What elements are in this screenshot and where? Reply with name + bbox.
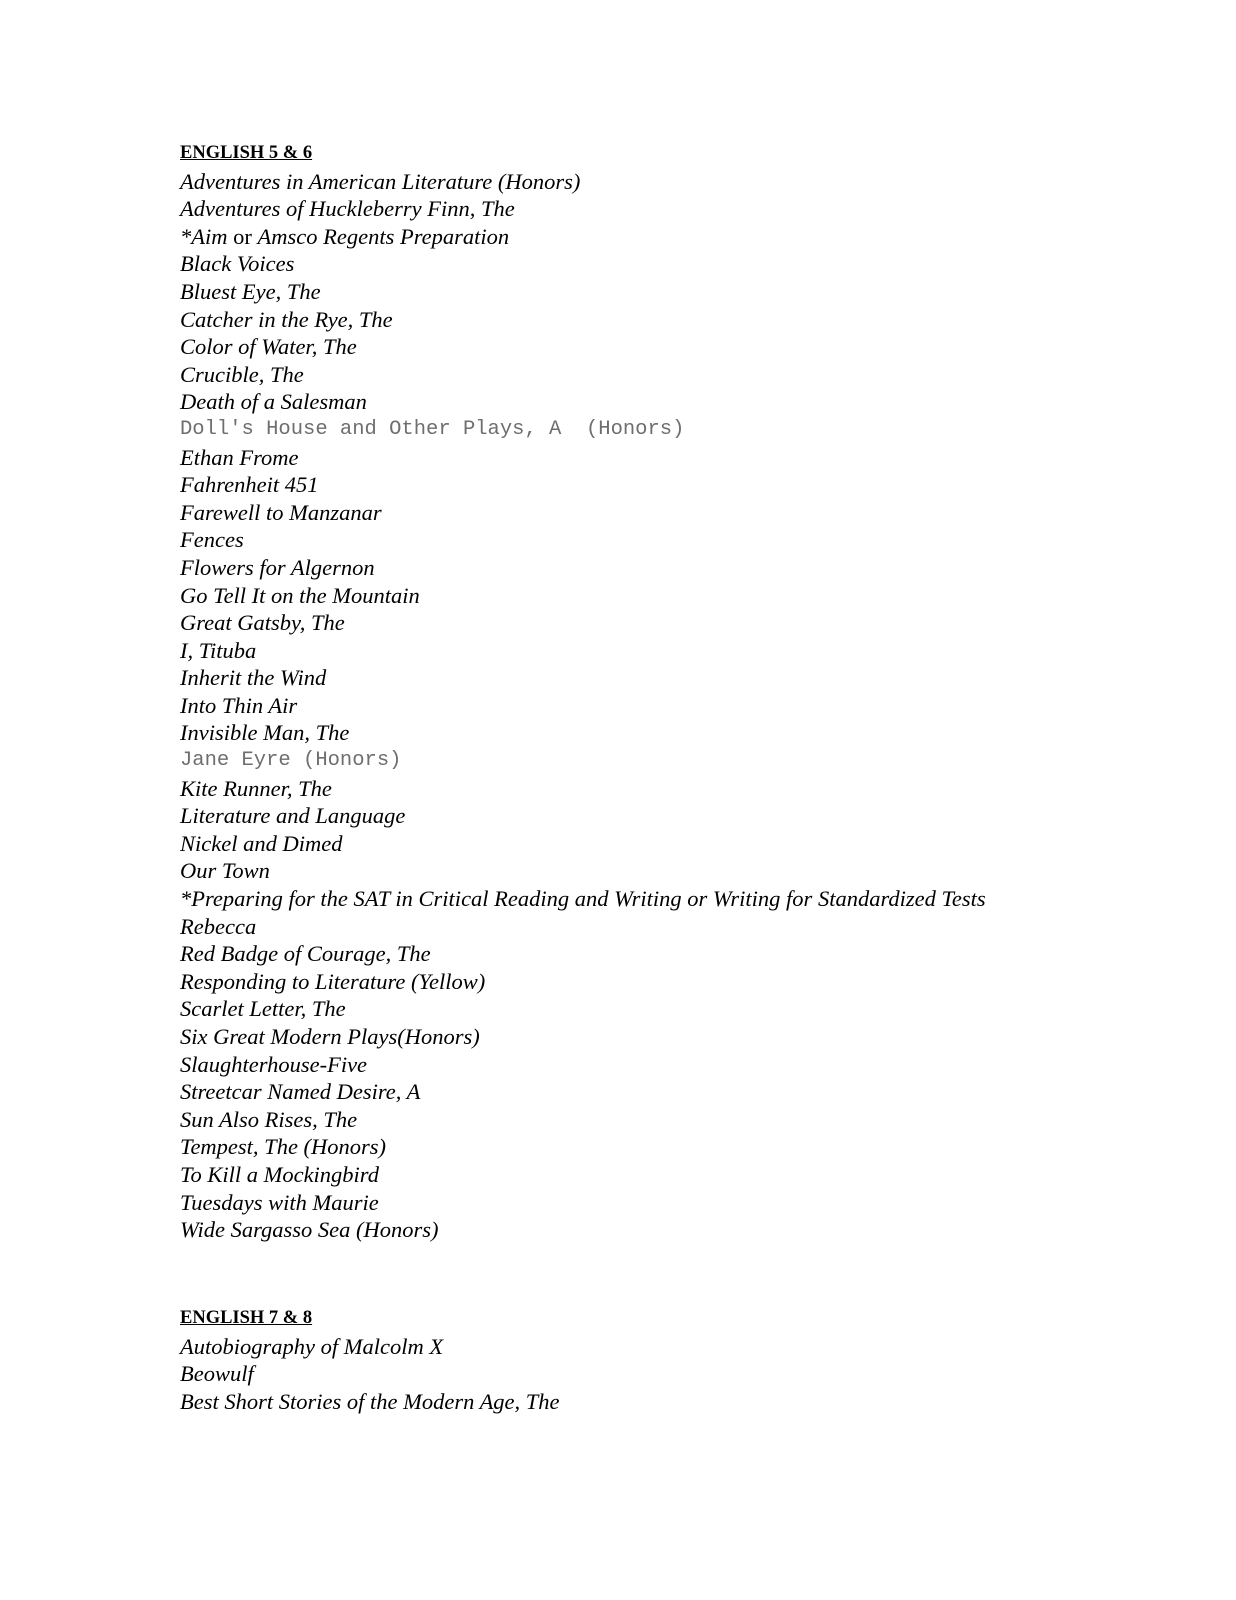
book-title: Into Thin Air <box>180 692 298 718</box>
book-title: Our Town <box>180 858 270 884</box>
book-title: Nickel and Dimed <box>180 830 343 856</box>
book-title: Ethan Frome <box>180 444 299 470</box>
book-title: Crucible, The <box>180 361 304 387</box>
book-title: Catcher in the Rye, The <box>180 306 393 332</box>
book-title: Autobiography of Malcolm X <box>180 1333 444 1359</box>
section-english-7-8 <box>180 1305 1080 1415</box>
book-title-part: or <box>227 223 258 249</box>
section-heading: ENGLISH 7 & 8 <box>180 1308 313 1328</box>
book-title: Rebecca <box>180 913 257 939</box>
book-title: *Preparing for the SAT in Critical Reading and Writing or Writing for Standardized Tests <box>180 886 986 912</box>
book-title: Go Tell It on the Mountain <box>180 582 420 608</box>
book-title <box>180 223 1080 251</box>
book-title: Jane Eyre (Honors) <box>180 749 402 773</box>
book-title: Responding to Literature (Yellow) <box>180 968 486 994</box>
section-heading: ENGLISH 5 & 6 <box>180 143 313 163</box>
book-title: Black Voices <box>180 251 295 277</box>
book-title: Tempest, The (Honors) <box>180 1134 387 1160</box>
book-title: Death of a Salesman <box>180 389 367 415</box>
book-title: Kite Runner, The <box>180 775 332 801</box>
book-title: Best Short Stories of the Modern Age, The <box>180 1388 560 1414</box>
book-title: Slaughterhouse-Five <box>180 1051 368 1077</box>
book-title: Wide Sargasso Sea (Honors) <box>180 1217 439 1243</box>
book-title-part: Amsco Regents Preparation <box>257 223 510 249</box>
book-title: Bluest Eye, The <box>180 278 321 304</box>
book-title: Adventures of Huckleberry Finn, The <box>180 196 515 222</box>
book-title: Fahrenheit 451 <box>180 472 319 498</box>
book-title: Farewell to Manzanar <box>180 499 382 525</box>
book-title: To Kill a Mockingbird <box>180 1161 379 1187</box>
book-title: Scarlet Letter, The <box>180 996 346 1022</box>
book-title: Six Great Modern Plays(Honors) <box>180 1024 480 1049</box>
book-title: Great Gatsby, The <box>180 610 345 636</box>
book-title: Flowers for Algernon <box>180 554 375 580</box>
book-title: Adventures in American Literature (Honors) <box>180 168 581 194</box>
book-title: Literature and Language <box>180 803 406 829</box>
book-title: Invisible Man, The <box>180 720 350 746</box>
book-title: Red Badge of Courage, The <box>180 941 431 967</box>
book-title: Color of Water, The <box>180 334 357 360</box>
book-title: Tuesdays with Maurie <box>180 1189 379 1215</box>
book-title: Fences <box>180 527 244 553</box>
book-title-part: *Aim <box>180 223 228 249</box>
book-title: Sun Also Rises, The <box>180 1106 358 1132</box>
book-title: Inherit the Wind <box>180 665 327 691</box>
book-title: Beowulf <box>180 1361 254 1387</box>
book-title: Doll's House and Other Plays, A (Honors) <box>180 417 685 441</box>
book-title: I, Tituba <box>180 637 257 663</box>
book-title: Streetcar Named Desire, A <box>180 1079 421 1105</box>
section-english-5-6 <box>180 140 1080 1244</box>
